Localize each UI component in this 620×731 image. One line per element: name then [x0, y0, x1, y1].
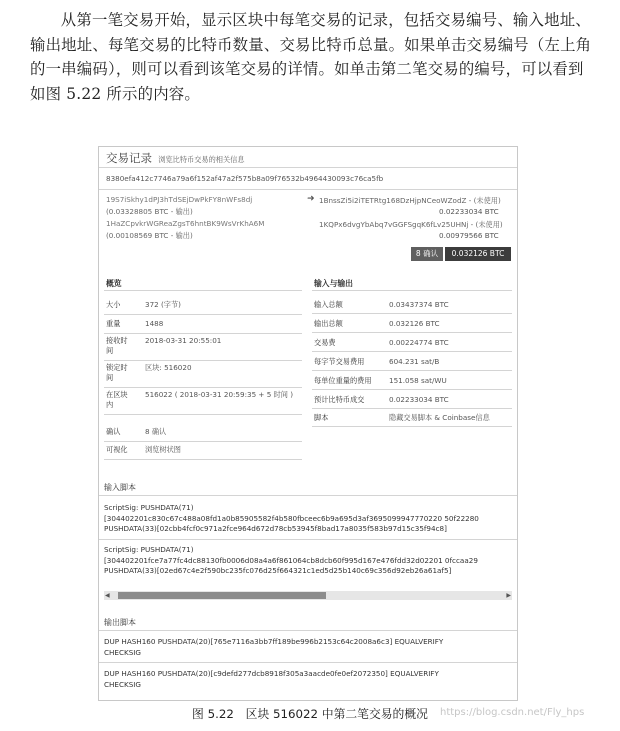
- io-label: 输出总额: [314, 319, 343, 328]
- io-label: 脚本: [314, 413, 329, 422]
- input-script-1: [104, 503, 479, 535]
- input-address-1[interactable]: 19S7iSkhy1dPJ3hTdSEjDwPkFY8nWFs8dj: [106, 195, 253, 204]
- output-script-2-line-1: DUP HASH160 PUSHDATA(20)[c9defd277dcb8918f305a3aacde0fe0ef2072350] EQUALVERIFY: [104, 669, 439, 678]
- scrollbar-thumb[interactable]: [118, 592, 326, 599]
- watermark: https://blog.csdn.net/Fly_hps: [440, 707, 585, 718]
- summary-label: 大小: [106, 300, 121, 309]
- figure-caption: 图 5.22 区块 516022 中第二笔交易的概况: [192, 707, 428, 721]
- row-divider: [104, 314, 302, 315]
- row-divider: [104, 441, 302, 442]
- summary-value: 8 确认: [145, 427, 167, 436]
- output-script-1: [104, 637, 443, 658]
- tx-hash-link[interactable]: 8380efa412c7746a79a6f152af47a2f575b8a09f76532b4964430093c76ca5fb: [106, 174, 384, 183]
- divider: [99, 630, 517, 631]
- output-script-1-line-1: DUP HASH160 PUSHDATA(20)[765e7116a3bb7ff189be996b2153c64c2008a6c3] EQUALVERIFY: [104, 637, 444, 646]
- output-address-1[interactable]: 1BnssZi5i2iTETRtg168DzHjpNCeoWZodZ - (未使用): [319, 196, 501, 205]
- summary-value: 516022 ( 2018-03-31 20:59:35 + 5 时间 ): [145, 390, 294, 399]
- output-scripts-title: 输出脚本: [104, 618, 136, 627]
- io-label: 交易费: [314, 338, 336, 347]
- io-value: 0.02233034 BTC: [389, 395, 449, 404]
- input-amount-1: (0.03328805 BTC - 输出): [106, 207, 193, 216]
- row-divider: [312, 351, 512, 352]
- io-value: 151.058 sat/WU: [389, 376, 447, 385]
- tx-subtitle: 浏览比特币交易的相关信息: [158, 155, 245, 164]
- body-paragraph: 从第一笔交易开始，显示区块中每笔交易的记录，包括交易编号、输入地址、输出地址、每笔交易的比特币数量、交易比特币总量。如果单击交易编号（左上角的一串编码），则可以看到该笔交易的详情。如单击第二笔交易的编号，可以看到如图 5.22 所示的内容。: [30, 11, 592, 103]
- output-address-2[interactable]: 1KQPx6dvgYbAbq7vGGFSgqK6fLv25UHNj - (未使用): [319, 220, 503, 229]
- row-divider: [104, 459, 302, 460]
- io-value: 0.03437374 BTC: [389, 300, 449, 309]
- io-value: 604.231 sat/B: [389, 357, 440, 366]
- tx-title: 交易记录: [106, 151, 152, 165]
- output-script-2-line-2: CHECKSIG: [104, 679, 141, 689]
- divider: [99, 662, 517, 663]
- io-value[interactable]: 隐藏交易脚本 & Coinbase信息: [389, 413, 490, 422]
- summary-label: 确认: [106, 427, 121, 436]
- row-divider: [104, 360, 302, 361]
- tx-header: [106, 150, 245, 166]
- summary-value: 1488: [145, 319, 164, 328]
- row-divider: [312, 389, 512, 390]
- summary-label: 锁定时间: [106, 363, 128, 382]
- confirmations-button[interactable]: 8 确认: [411, 247, 443, 261]
- row-divider: [312, 408, 512, 409]
- output-amount-2: 0.00979566 BTC: [439, 231, 499, 240]
- io-label: 输入总额: [314, 300, 343, 309]
- input-script-1-line-2: [304402201c830c67c488a08fd1a0b85905582f4b580fbceec6b9a695d3af3695099947770220 50f22280: [104, 513, 479, 523]
- input-script-2: [104, 545, 478, 577]
- row-divider: [312, 313, 512, 314]
- arrow-right-icon: ➜: [307, 194, 315, 204]
- summary-label: 接收时间: [106, 336, 128, 355]
- io-title: 输入与输出: [314, 279, 353, 288]
- io-label: 预计比特币成交: [314, 395, 365, 404]
- input-address-2[interactable]: 1HaZCpvkrWGReaZgsT6hntBK9WsVrKhA6M: [106, 219, 265, 228]
- divider: [99, 167, 517, 168]
- summary-label: 在区块内: [106, 390, 128, 409]
- divider: [99, 539, 517, 540]
- summary-value: 区块: 516020: [145, 363, 192, 372]
- divider: [99, 495, 517, 496]
- row-divider: [104, 387, 302, 388]
- input-script-2-line-3: PUSHDATA(33)[02ed67c4e2f590bc235fc076d25f664321c1ed5d25b140c69c356d92eb26a61af5]: [104, 566, 452, 575]
- io-label: 每字节交易费用: [314, 357, 365, 366]
- row-divider: [312, 370, 512, 371]
- io-value: 0.032126 BTC: [389, 319, 440, 328]
- input-script-1-line-3: PUSHDATA(33)[02cbb4fcf0c971a2fce964d672d78cb53945f8bad17a8035f583b97d15c35f94c8]: [104, 524, 447, 533]
- row-divider: [312, 332, 512, 333]
- divider: [104, 290, 302, 291]
- output-amount-1: 0.02233034 BTC: [439, 207, 499, 216]
- output-script-1-line-2: CHECKSIG: [104, 647, 141, 657]
- input-script-2-line-2: [304402201fce7a77fc4dc88130fb0006d08a4a6f861064cb8dcb60f995d167e476fdd32d02201 0fccaa29: [104, 555, 478, 565]
- summary-label: 可视化: [106, 445, 128, 454]
- input-amount-2: (0.00108569 BTC - 输出): [106, 231, 193, 240]
- io-value: 0.00224774 BTC: [389, 338, 449, 347]
- io-label: 每单位重量的费用: [314, 376, 372, 385]
- total-amount-button[interactable]: 0.032126 BTC: [445, 247, 511, 261]
- row-divider: [104, 414, 302, 415]
- summary-value: 2018-03-31 20:55:01: [145, 336, 222, 345]
- divider: [99, 189, 517, 190]
- horizontal-scrollbar[interactable]: [104, 591, 512, 600]
- output-script-2: [104, 669, 439, 690]
- summary-label: 重量: [106, 319, 121, 328]
- row-divider: [104, 333, 302, 334]
- input-script-1-line-1: ScriptSig: PUSHDATA(71): [104, 503, 194, 512]
- summary-value[interactable]: 浏览树状图: [145, 445, 181, 454]
- summary-title: 概览: [106, 279, 122, 288]
- divider: [312, 290, 512, 291]
- scroll-left-icon[interactable]: ◀: [105, 592, 110, 599]
- row-divider: [312, 426, 512, 427]
- input-scripts-title: 输入脚本: [104, 483, 136, 492]
- summary-value: 372 (字节): [145, 300, 181, 309]
- input-script-2-line-1: ScriptSig: PUSHDATA(71): [104, 545, 194, 554]
- scroll-right-icon[interactable]: ▶: [506, 592, 511, 599]
- transaction-screenshot: [98, 146, 518, 701]
- outputs-block: [319, 194, 514, 240]
